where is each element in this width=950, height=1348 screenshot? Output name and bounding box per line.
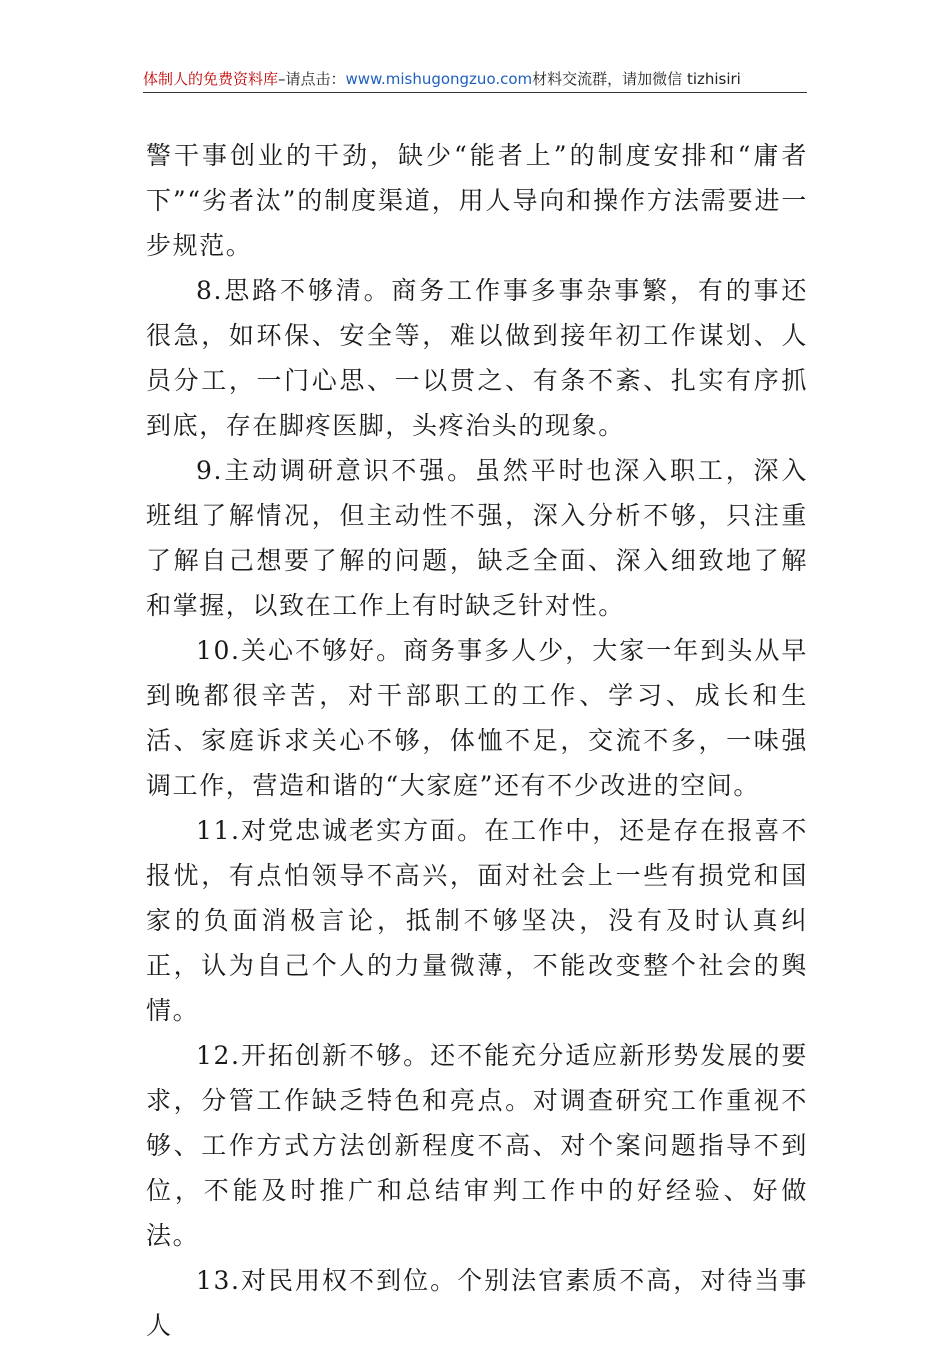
header-url-link[interactable]: www.mishugongzuo.com: [345, 70, 533, 88]
paragraph-item-8: 8.思路不够清。商务工作事多事杂事繁，有的事还很急，如环保、安全等，难以做到接年初工作谋划、人员分工，一门心思、一以贯之、有条不紊、扎实有序抓到底，存在脚疼医脚，头疼治头的现象。: [146, 276, 808, 440]
paragraph-continuation: 警干事创业的干劲，缺少“能者上”的制度安排和“庸者下”“劣者汰”的制度渠道，用人导向和操作方法需要进一步规范。: [146, 141, 808, 260]
paragraph-item-11: 11.对党忠诚老实方面。在工作中，还是存在报喜不报忧，有点怕领导不高兴，面对社会上一些有损党和国家的负面消极言论，抵制不够坚决，没有及时认真纠正，认为自己个人的力量微薄，不能改变整个社会的舆情。: [146, 816, 808, 1025]
paragraph-item-10: 10.关心不够好。商务事多人少，大家一年到头从早到晚都很辛苦，对干部职工的工作、学习、成长和生活、家庭诉求关心不够，体恤不足，交流不多，一味强调工作，营造和谐的“大家庭”还有不少改进的空间。: [146, 636, 808, 800]
header-contact: 材料交流群，请加微信 tizhisiri: [532, 70, 741, 88]
paragraph-item-13: 13.对民用权不到位。个别法官素质不高，对待当事人: [146, 1266, 808, 1340]
header-prompt: –请点击：: [278, 70, 346, 88]
header-brand: 体制人的免费资料库: [143, 70, 279, 88]
document-body: [146, 133, 808, 1348]
paragraph-item-9: 9.主动调研意识不强。虽然平时也深入职工，深入班组了解情况，但主动性不强，深入分析不够，只注重了解自己想要了解的问题，缺乏全面、深入细致地了解和掌握，以致在工作上有时缺乏针对性。: [146, 456, 808, 620]
paragraph-item-12: 12.开拓创新不够。还不能充分适应新形势发展的要求，分管工作缺乏特色和亮点。对调查研究工作重视不够、工作方式方法创新程度不高、对个案问题指导不到位，不能及时推广和总结审判工作中的好经验、好做法。: [146, 1041, 808, 1250]
page-header: [143, 66, 807, 93]
